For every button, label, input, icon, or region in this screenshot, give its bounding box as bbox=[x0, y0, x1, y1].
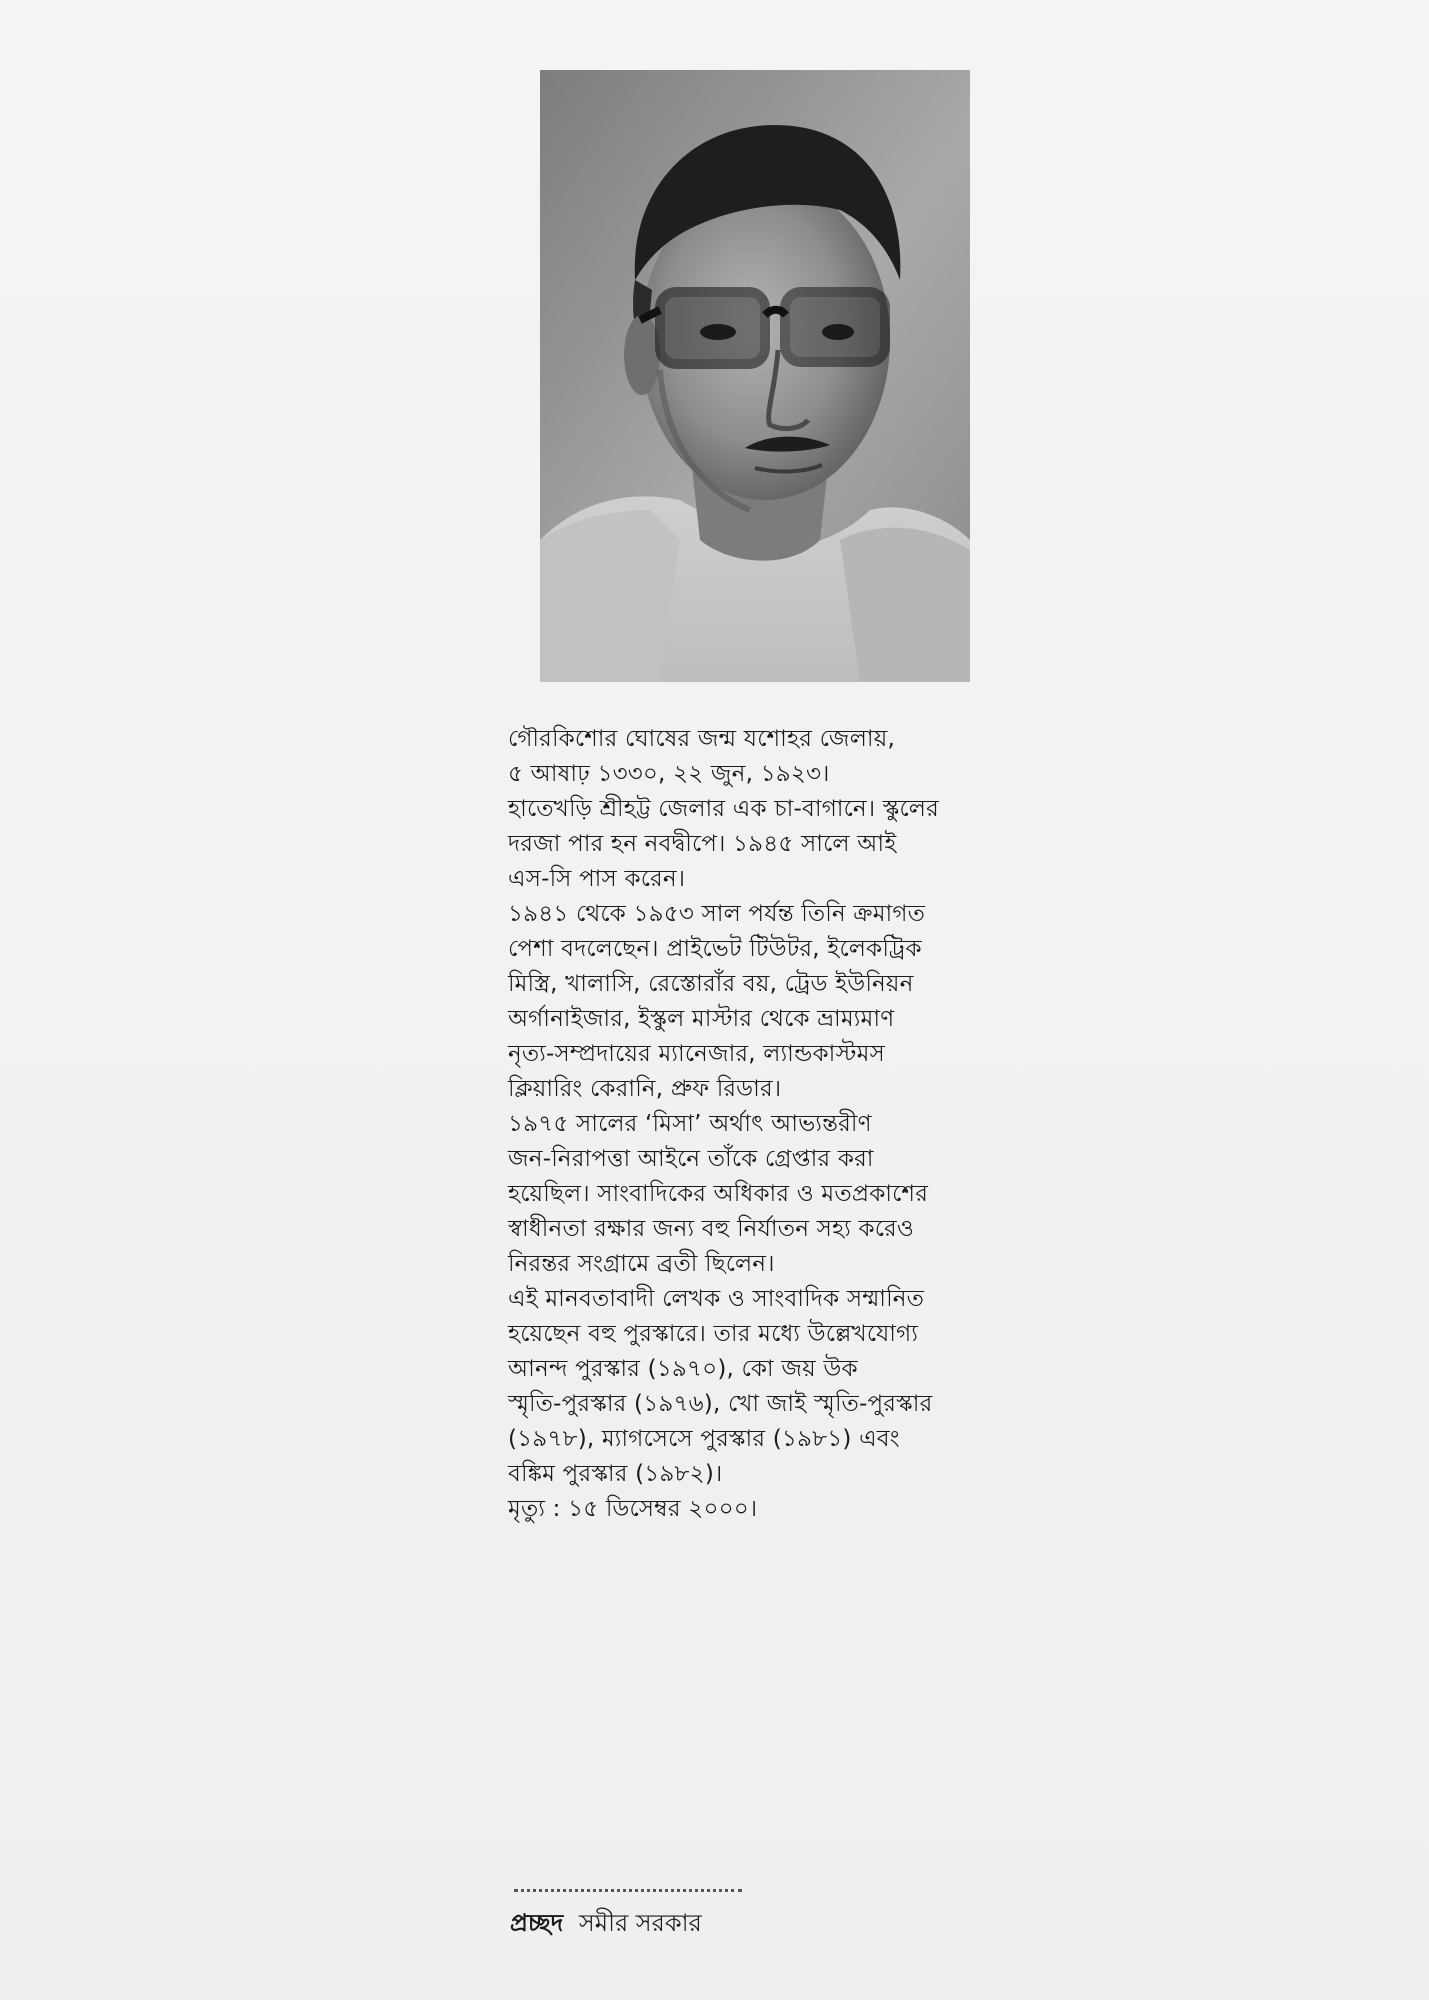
cover-artist-name: সমীর সরকার bbox=[578, 1909, 702, 1937]
bio-line: হাতেখড়ি শ্রীহট্ট জেলার এক চা-বাগানে। স্কুলের bbox=[508, 796, 939, 822]
bio-line: নৃত্য-সম্প্রদায়ের ম্যানেজার, ল্যান্ডকাস্টমস bbox=[508, 1041, 885, 1067]
bio-line: দরজা পার হন নবদ্বীপে। ১৯৪৫ সালে আই bbox=[508, 831, 897, 857]
author-biography bbox=[508, 722, 1068, 1527]
bio-line: এই মানবতাবাদী লেখক ও সাংবাদিক সম্মানিত bbox=[508, 1286, 925, 1312]
bio-line: হয়েছেন বহু পুরস্কারে। তার মধ্যে উল্লেখযোগ্য bbox=[508, 1321, 919, 1347]
cover-credit-label: প্রচ্ছদ bbox=[510, 1909, 564, 1937]
bio-line: এস-সি পাস করেন। bbox=[508, 866, 686, 892]
bio-line: মিস্ত্রি, খালাসি, রেস্তোরাঁর বয়, ট্রেড ইউনিয়ন bbox=[508, 971, 914, 997]
bio-line: আনন্দ পুরস্কার (১৯৭০), কো জয় উক bbox=[508, 1356, 858, 1382]
bio-line: ৫ আষাঢ় ১৩৩০, ২২ জুন, ১৯২৩। bbox=[508, 761, 830, 787]
cover-credit bbox=[510, 1906, 702, 1940]
bio-line: (১৯৭৮), ম্যাগসেসে পুরস্কার (১৯৮১) এবং bbox=[508, 1426, 900, 1452]
bio-line: হয়েছিল। সাংবাদিকের অধিকার ও মতপ্রকাশের bbox=[508, 1181, 929, 1207]
bio-line: মৃত্যু : ১৫ ডিসেম্বর ২০০০। bbox=[508, 1496, 758, 1522]
bio-line: জন-নিরাপত্তা আইনে তাঁকে গ্রেপ্তার করা bbox=[508, 1146, 874, 1172]
bio-line: ১৯৪১ থেকে ১৯৫৩ সাল পর্যন্ত তিনি ক্রমাগত bbox=[508, 901, 926, 927]
bio-line: গৌরকিশোর ঘোষের জন্ম যশোহর জেলায়, bbox=[508, 726, 895, 752]
bio-line: স্মৃতি-পুরস্কার (১৯৭৬), খো জাই স্মৃতি-পুরস্কার bbox=[508, 1391, 933, 1417]
bio-line: নিরন্তর সংগ্রামে ব্রতী ছিলেন। bbox=[508, 1251, 775, 1277]
bio-line: স্বাধীনতা রক্ষার জন্য বহু নির্যাতন সহ্য করেও bbox=[508, 1216, 914, 1242]
bio-line: পেশা বদলেছেন। প্রাইভেট টিউটর, ইলেকট্রিক bbox=[508, 936, 922, 962]
author-portrait-photo bbox=[540, 70, 970, 682]
bio-line: অর্গানাইজার, ইস্কুল মাস্টার থেকে ভ্রাম্যমাণ bbox=[508, 1006, 895, 1032]
bio-line: ক্লিয়ারিং কেরানি, প্রুফ রিডার। bbox=[508, 1076, 782, 1102]
dotted-divider bbox=[514, 1889, 742, 1892]
bio-line: বঙ্কিম পুরস্কার (১৯৮২)। bbox=[508, 1461, 723, 1487]
bio-line: ১৯৭৫ সালের ‘মিসা’ অর্থাৎ আভ্যন্তরীণ bbox=[508, 1111, 872, 1137]
